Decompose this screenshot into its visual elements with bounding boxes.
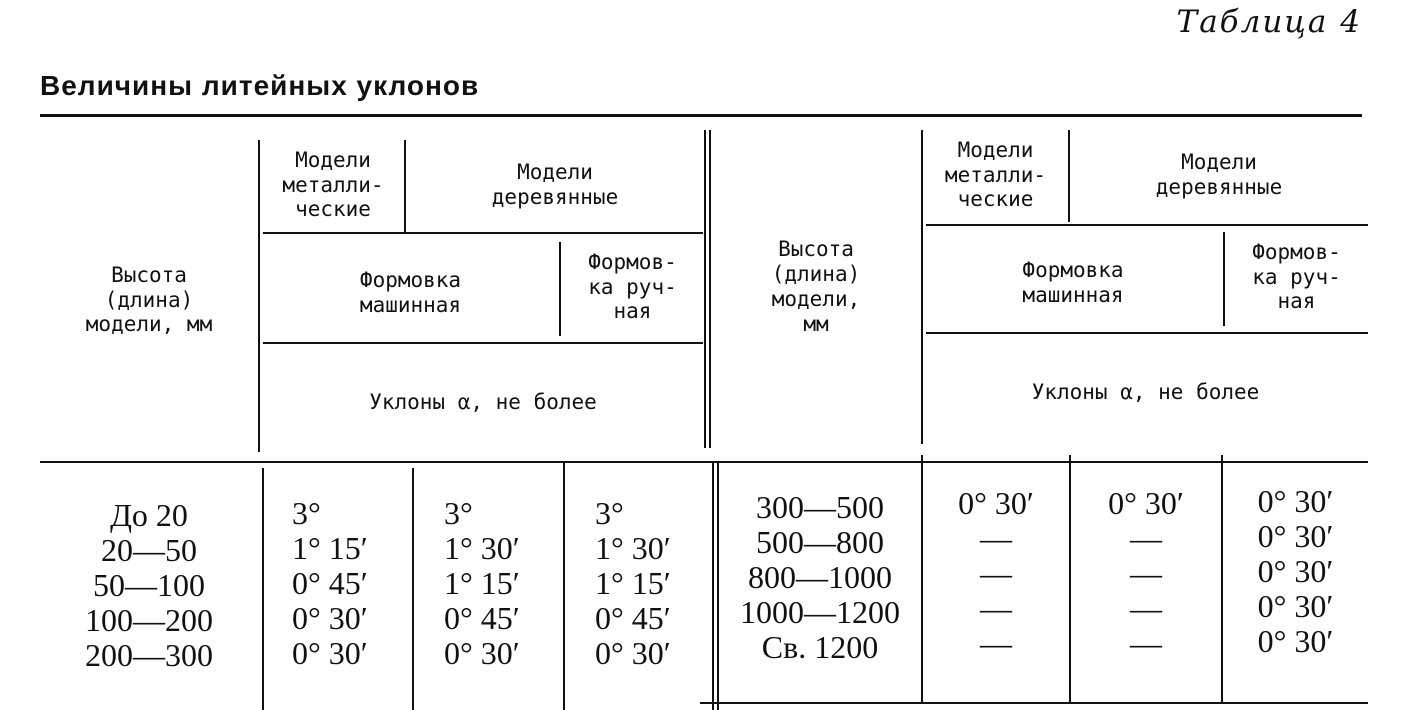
table-cell: 3° [444, 495, 473, 531]
table-cell: 0° 30′ [292, 635, 368, 671]
vline-body-2 [412, 468, 414, 710]
table-cell: 3° [595, 495, 624, 531]
header-slopes-right: Уклоны α, не более [1031, 379, 1260, 404]
column-wood-hand-right [1223, 484, 1368, 659]
table-number: Таблица 4 [1176, 4, 1362, 40]
table-cell: — [980, 520, 1012, 556]
vline-body-1 [262, 468, 264, 710]
table-cell: 0° 30′ [1257, 518, 1334, 554]
table-cell: До 20 [110, 497, 188, 533]
table-cell: 1° 30′ [444, 530, 520, 566]
table-cell: 0° 30′ [292, 600, 368, 636]
column-heights-right [719, 490, 921, 665]
table-cell: — [1130, 590, 1162, 626]
header-wood-models-left: Модели деревянные [491, 160, 619, 209]
column-wood-machine-left [444, 496, 562, 671]
table-title: Величины литейных уклонов [40, 70, 480, 101]
table-cell: — [980, 555, 1012, 591]
table-cell: 1° 15′ [292, 530, 368, 566]
header-height-right: Высота (длина) модели, мм [771, 237, 861, 336]
header-machine-molding-left: Формовка машинная [359, 268, 462, 317]
table-cell: 0° 30′ [1257, 553, 1334, 589]
table-cell: 200—300 [85, 637, 213, 673]
table-cell: 300—500 [756, 489, 884, 525]
vline-body-double-a [712, 462, 714, 710]
table-cell: 0° 30′ [595, 635, 671, 671]
table-cell: 0° 45′ [444, 600, 520, 636]
vline-body-3 [563, 462, 565, 710]
column-metal-machine-left [292, 496, 410, 671]
table-cell: 0° 45′ [595, 600, 671, 636]
header-rule-right-1 [926, 224, 1368, 226]
table-cell: 1° 30′ [595, 530, 671, 566]
table-cell: 1000—1200 [740, 594, 900, 630]
header-slopes-left: Уклоны α, не более [369, 389, 597, 414]
header-metal-models-right: Модели металли- ческие [944, 137, 1047, 212]
table-cell: 0° 45′ [292, 565, 368, 601]
table-cell: 100—200 [85, 602, 213, 638]
table-cell: 0° 30′ [444, 635, 520, 671]
table-cell: 50—100 [93, 567, 205, 603]
column-metal-machine-right [923, 486, 1069, 661]
table-cell: Св. 1200 [761, 629, 879, 665]
vline-height-left [258, 140, 260, 452]
table-cell: 3° [292, 495, 321, 531]
table-cell: — [980, 590, 1012, 626]
header-hand-molding-left: Формов- ка руч- ная [588, 249, 677, 324]
header-bottom-rule [40, 461, 1368, 463]
table-cell: — [1130, 520, 1162, 556]
table-cell: 0° 30′ [1257, 588, 1334, 624]
table-cell: 20—50 [101, 532, 197, 568]
header-metal-models-left: Модели металли- ческие [282, 147, 384, 222]
table-cell: 1° 15′ [444, 565, 520, 601]
table-cell: 0° 30′ [1257, 483, 1334, 519]
column-wood-hand-left [595, 496, 711, 671]
header-height-left: Высота (длина) модели, мм [85, 262, 213, 337]
vline-double-a-top [704, 130, 706, 448]
table-bottom-rule [700, 702, 1368, 704]
header-rule-left-2 [263, 342, 703, 344]
table-cell: 500—800 [756, 524, 884, 560]
table-cell: — [1130, 555, 1162, 591]
table-cell: 0° 30′ [1108, 485, 1184, 521]
header-machine-molding-right: Формовка машинная [1022, 258, 1124, 307]
table-cell: 0° 30′ [958, 485, 1034, 521]
header-rule-right-2 [926, 332, 1368, 334]
table-cell: 1° 15′ [595, 565, 671, 601]
table-cell: — [980, 625, 1012, 661]
header-wood-models-right: Модели деревянные [1155, 150, 1283, 199]
top-rule [40, 114, 1362, 117]
table-cell: 0° 30′ [1257, 623, 1334, 659]
table-cell: 800—1000 [748, 559, 892, 595]
table-cell: — [1130, 625, 1162, 661]
header-rule-left-1 [263, 232, 703, 234]
header-hand-molding-right: Формов- ка руч- ная [1252, 239, 1341, 314]
column-wood-machine-right [1071, 486, 1221, 661]
column-heights-left [40, 498, 258, 673]
